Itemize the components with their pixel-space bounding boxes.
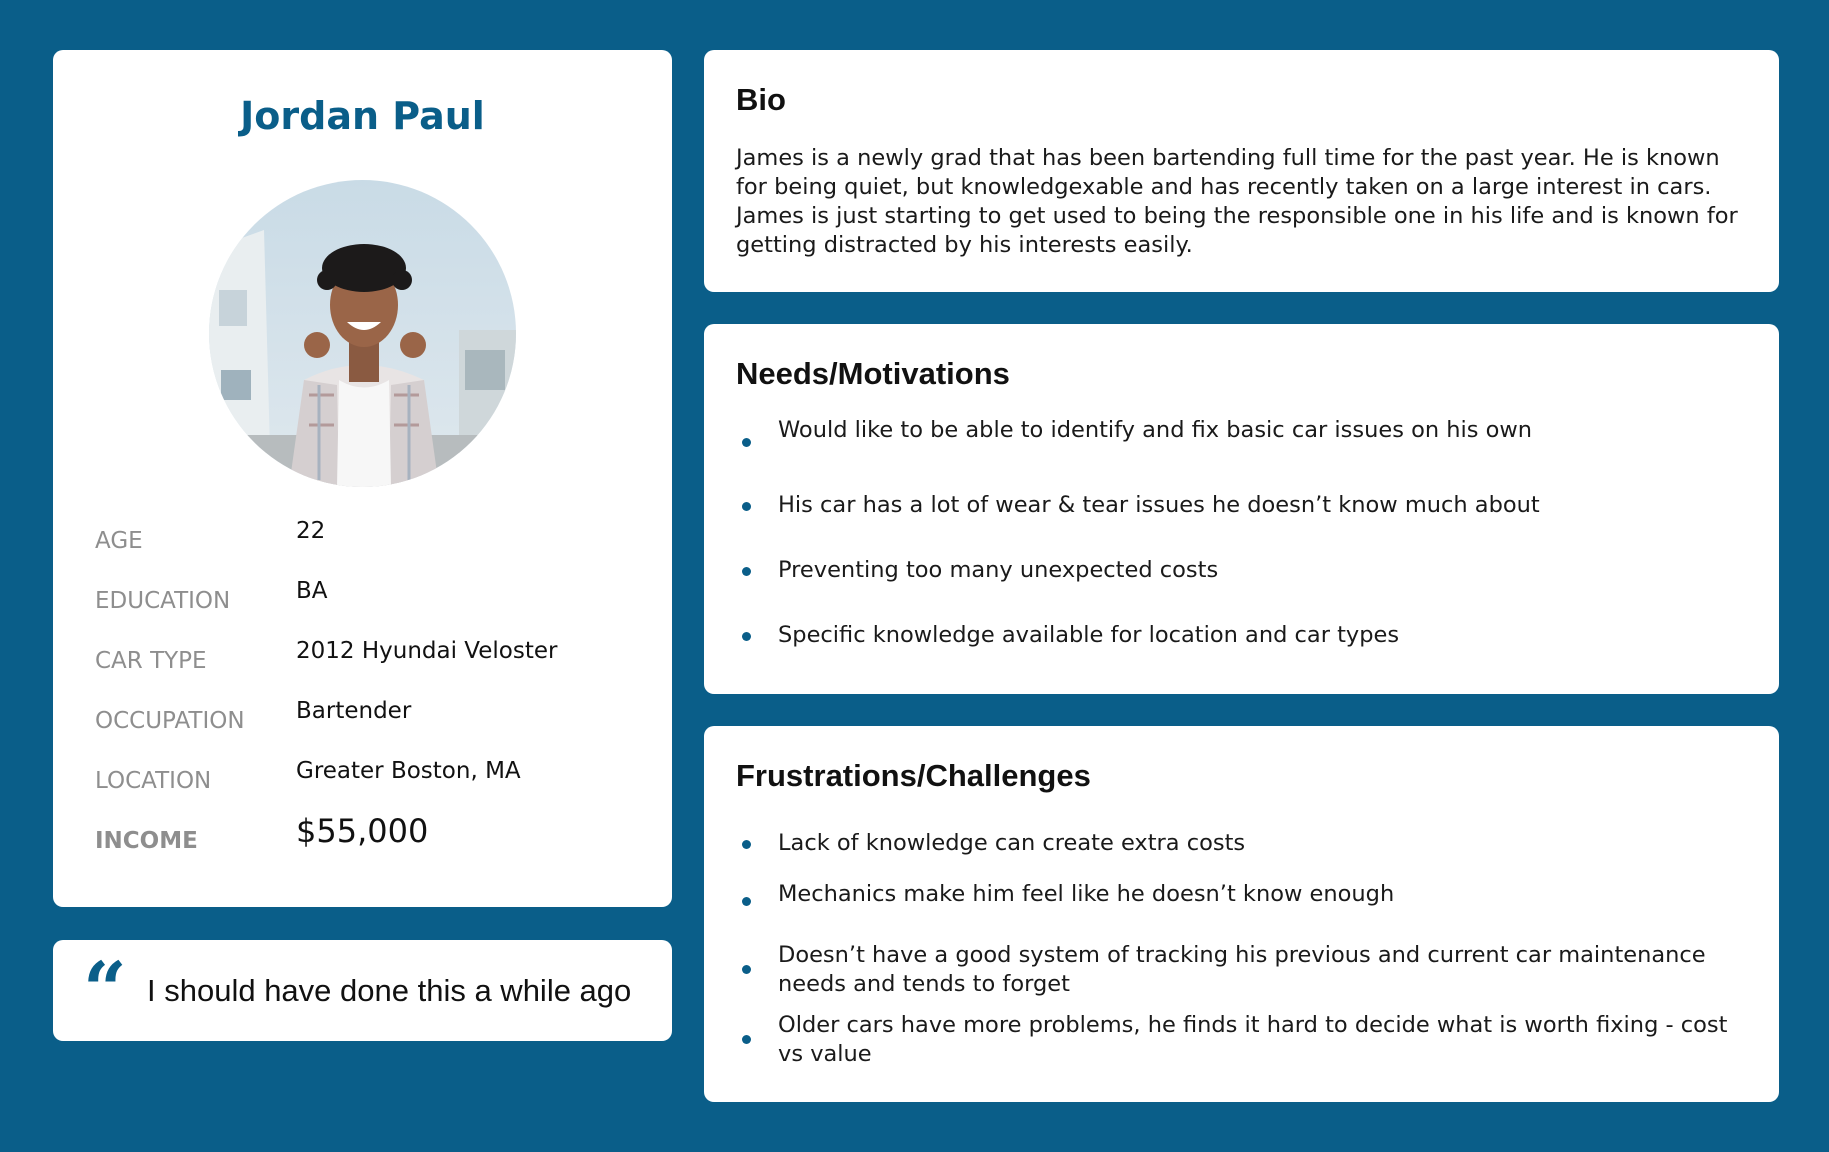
- list-item-text: Would like to be able to identify and fix basic car issues on his own: [778, 417, 1533, 443]
- bullet-icon: [742, 502, 751, 511]
- avatar-photo: [209, 180, 516, 487]
- attr-value: $55,000: [296, 812, 429, 850]
- attr-label: CAR TYPE: [95, 648, 207, 674]
- bullet-icon: [742, 567, 751, 576]
- bullet-icon: [742, 1035, 751, 1044]
- bio-title: Bio: [736, 82, 786, 117]
- quote-text: I should have done this a while ago: [147, 973, 632, 1008]
- avatar: [209, 180, 516, 487]
- attr-label: INCOME: [95, 828, 198, 854]
- quote-icon: “: [83, 945, 127, 1034]
- attr-value: Bartender: [296, 698, 412, 724]
- needs-card: [704, 324, 1779, 694]
- bullet-icon: [742, 897, 751, 906]
- profile-card: [53, 50, 672, 907]
- attr-value: Greater Boston, MA: [296, 758, 521, 784]
- bullet-icon: [742, 840, 751, 849]
- bio-text: James is a newly grad that has been bartending full time for the past year. He is known for being quiet, but knowledgexable and has recently taken on a large interest in cars. James is just starting to get used to being the responsible one in his life and is known for getting distracted by his interests easily.: [736, 145, 1738, 258]
- attr-label: AGE: [95, 528, 143, 554]
- persona-name: Jordan Paul: [240, 94, 485, 138]
- attr-row-education: [53, 578, 672, 618]
- attr-row-car-type: [53, 638, 672, 678]
- frustrations-card: [704, 726, 1779, 1102]
- list-item-text: His car has a lot of wear & tear issues he doesn’t know much about: [778, 492, 1540, 518]
- attr-row-age: [53, 518, 672, 558]
- list-item-text: Lack of knowledge can create extra costs: [778, 830, 1246, 856]
- frustrations-title: Frustrations/Challenges: [736, 758, 1091, 793]
- attr-value: 2012 Hyundai Veloster: [296, 638, 558, 664]
- bullet-icon: [742, 965, 751, 974]
- bullet-icon: [742, 438, 751, 447]
- list-item-text: Specific knowledge available for location and car types: [778, 622, 1400, 648]
- attr-label: EDUCATION: [95, 588, 231, 614]
- attr-value: 22: [296, 518, 326, 544]
- quote-card: [53, 940, 672, 1041]
- list-item-text: Preventing too many unexpected costs: [778, 557, 1219, 583]
- attr-value: BA: [296, 578, 328, 604]
- attr-row-income: [53, 812, 672, 858]
- attr-row-location: [53, 758, 672, 798]
- attr-label: OCCUPATION: [95, 708, 245, 734]
- list-item-text: Doesn’t have a good system of tracking his previous and current car maintenance needs and tends to forget: [778, 942, 1706, 997]
- attr-label: LOCATION: [95, 768, 212, 794]
- needs-title: Needs/Motivations: [736, 356, 1010, 391]
- list-item-text: Older cars have more problems, he finds it hard to decide what is worth fixing - cost vs value: [778, 1012, 1728, 1067]
- list-item-text: Mechanics make him feel like he doesn’t know enough: [778, 881, 1395, 907]
- bullet-icon: [742, 632, 751, 641]
- bio-card: [704, 50, 1779, 292]
- attr-row-occupation: [53, 698, 672, 738]
